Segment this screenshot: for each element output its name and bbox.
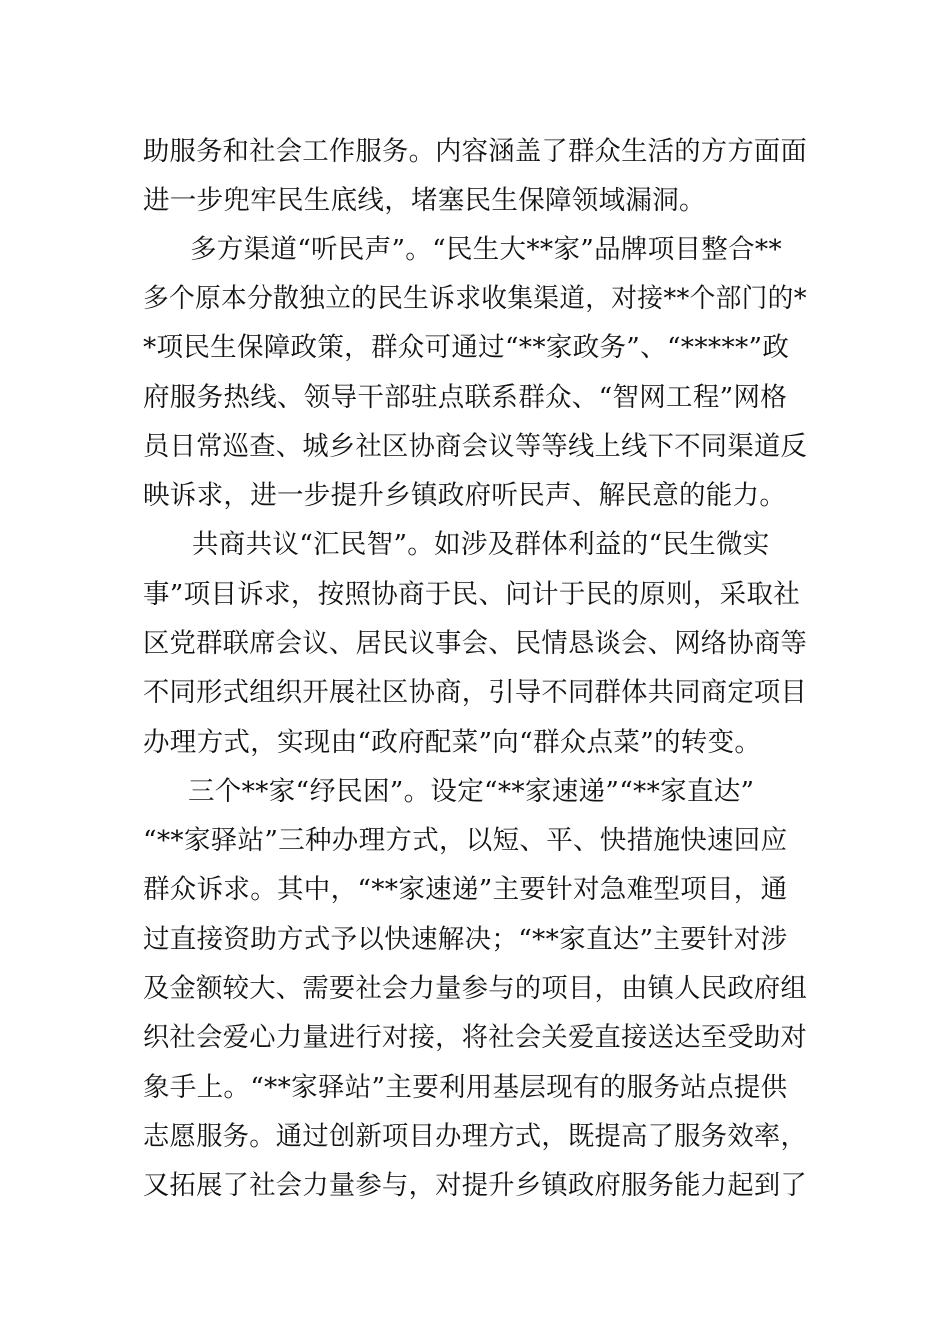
text-line: 多个原本分散独立的民生诉求收集渠道，对接**个部门的* [143,283,807,314]
text-line: 象手上。“**家驿站”主要利用基层现有的服务站点提供 [143,1072,788,1103]
text-line: 区党群联席会议、居民议事会、民情恳谈会、网络协商等 [143,628,807,659]
text-line: 助服务和社会工作服务。内容涵盖了群众生活的方方面面 [143,136,807,167]
text-line: 过直接资助方式予以快速解决；“**家直达”主要针对涉 [143,924,788,955]
text-line: 进一步兜牢民生底线，堵塞民生保障领域漏洞。 [143,185,706,216]
paragraph-start-line: 多方渠道“听民声”。“民生大**家”品牌项目整合** [190,234,782,265]
text-line: 员日常巡查、城乡社区协商会议等等线上线下不同渠道反 [143,431,807,462]
text-line: 办理方式，实现由“政府配菜”向“群众点菜”的转变。 [143,727,762,758]
paragraph-start-line: 共商共议“汇民智”。如涉及群体利益的“民生微实 [192,529,770,560]
paragraph-start-line: 三个**家“纾民困”。设定“**家速递”“**家直达” [188,776,755,807]
text-line: *项民生保障政策，群众可通过“**家政务”、“*****”政 [143,332,790,363]
text-line: 映诉求，进一步提升乡镇政府听民声、解民意的能力。 [143,480,787,511]
text-line: 事”项目诉求，按照协商于民、问计于民的原则，采取社 [143,579,801,610]
text-line: 志愿服务。通过创新项目办理方式，既提高了服务效率， [143,1121,807,1152]
text-line: “**家驿站”三种办理方式，以短、平、快措施快速回应 [143,825,788,856]
text-line: 又拓展了社会力量参与，对提升乡镇政府服务能力起到了 [143,1170,807,1201]
text-line: 府服务热线、领导干部驻点联系群众、“智网工程”网格 [143,382,788,413]
text-line: 及金额较大、需要社会力量参与的项目，由镇人民政府组 [143,973,807,1004]
text-line: 不同形式组织开展社区协商，引导不同群体共同商定项目 [143,677,807,708]
text-line: 群众诉求。其中，“**家速递”主要针对急难型项目，通 [143,874,788,905]
text-line: 织社会爱心力量进行对接，将社会关爱直接送达至受助对 [143,1022,807,1053]
